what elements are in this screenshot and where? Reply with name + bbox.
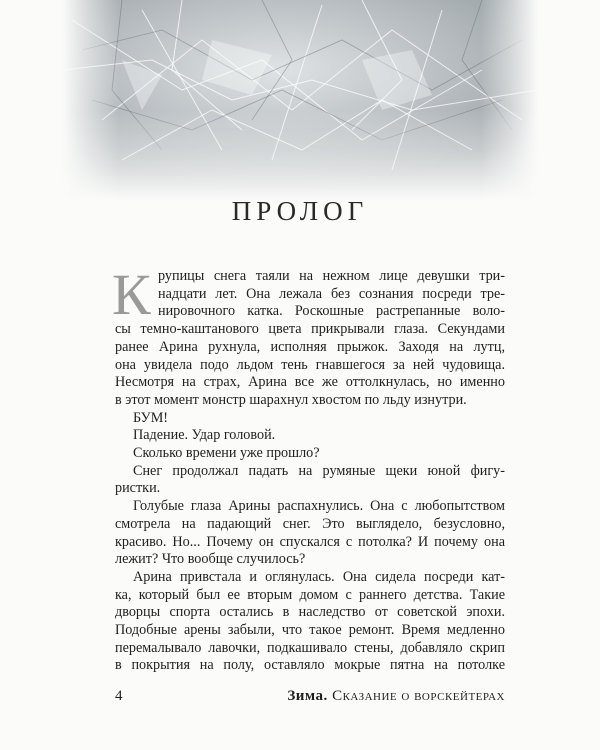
running-header [287, 688, 505, 705]
page-number: 4 [115, 688, 123, 704]
book-title: Зима. [287, 688, 328, 704]
text-line: Сколько времени уже прошло? [133, 445, 320, 461]
text-line: она увидела подо льдом тень гнавшегося за ней чудовища. [115, 356, 505, 373]
text-line: рупицы снега таяли на нежном лице девушки три- [158, 268, 505, 284]
chapter-title: ПРОЛОГ [231, 196, 369, 226]
text-line: Арина привстала и оглянулась. Она сидела посреди кат- [133, 568, 505, 585]
text-line: ка, который был ее вторым домом с раннего детства. Такие [115, 586, 505, 603]
text-line: нировочного катка. Роскошные растрепанные воло- [158, 303, 505, 320]
text-line: дворцы спорта остались в наследство от советской эпохи. [115, 604, 505, 621]
text-line: перемалывало лавочки, подкашивало стены, добавляло скрип [115, 639, 505, 656]
text-line: лежит? Что вообще случилось? [115, 551, 306, 568]
text-line: надцати лет. Она лежала без сознания посреди тре- [158, 285, 505, 302]
text-line: ранее Арина рухнула, исполняя прыжок. Заходя на лутц, [115, 338, 505, 355]
text-line: красиво. Но... Почему он спускался с потолка? И почему она [115, 533, 505, 550]
text-line: смотрела на падающий снег. Это выглядело, безусловно, [115, 515, 505, 532]
text-line: сы темно-каштанового цвета прикрывали глаза. Секундами [115, 321, 505, 338]
text-line: Падение. Удар головой. [133, 427, 276, 444]
text-line: Несмотря на страх, Арина все же оттолкнулась, но именно [115, 374, 505, 391]
text-line: в покрытия на полу, оставляло мокрые пятна на потолке [115, 657, 505, 674]
text-line: Голубые глаза Арины распахнулись. Она с любопытством [133, 498, 505, 515]
text-line: Подобные арены забыли, что такое ремонт. Время медленно [115, 622, 505, 638]
frost-ice-illustration [62, 0, 538, 200]
book-subtitle: Сказание о ворскейтерах [332, 688, 505, 704]
text-line: ристки. [115, 480, 161, 497]
text-line: в этот момент монстр шарахнул хвостом по льду изнутри. [115, 391, 467, 408]
drop-cap-letter: К [112, 262, 151, 327]
text-line: БУМ! [133, 409, 169, 426]
text-line: Снег продолжал падать на румяные щеки юной фигу- [133, 462, 505, 479]
